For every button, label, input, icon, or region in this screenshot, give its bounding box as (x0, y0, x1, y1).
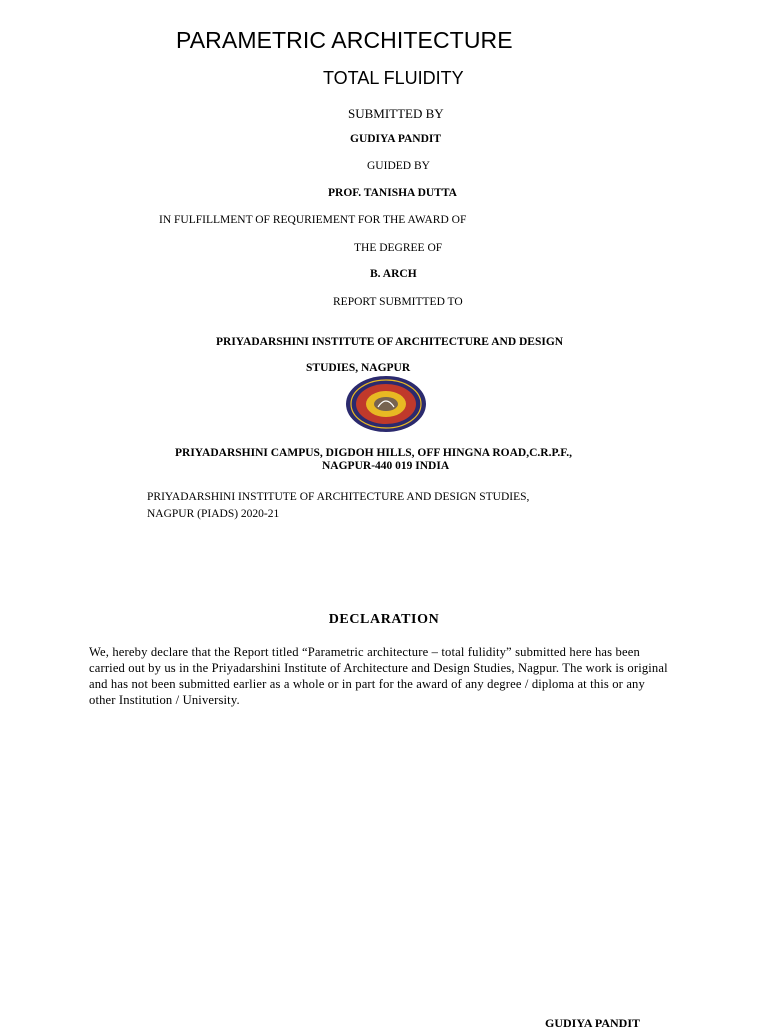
declaration-body: We, hereby declare that the Report titled “Parametric architecture – total fulidity” submitted here has been carried out by us in the Priyadarshini Institute of Architecture and Design Studies, Nagpur. The work is original and has not been submitted earlier as a whole or in part for the award of any degree / diploma at this or any other Institution / University. (89, 645, 668, 707)
institute-name-line2: STUDIES, NAGPUR (306, 362, 411, 374)
institute-seal-logo (345, 375, 427, 433)
guided-by-label: GUIDED BY (367, 160, 430, 172)
footer-institute-line1: PRIYADARSHINI INSTITUTE OF ARCHITECTURE AND DESIGN STUDIES, (147, 491, 530, 503)
address-line2: NAGPUR-440 019 INDIA (322, 460, 450, 472)
report-subtitle: TOTAL FLUIDITY (323, 68, 464, 88)
degree-name: B. ARCH (370, 268, 417, 280)
guide-name: PROF. TANISHA DUTTA (328, 187, 457, 199)
fulfillment-line: IN FULFILLMENT OF REQURIEMENT FOR THE AWARD OF (159, 214, 467, 226)
signature-name: GUDIYA PANDIT (545, 1016, 641, 1030)
declaration-heading: DECLARATION (328, 612, 440, 627)
seal-emblem-icon (345, 375, 427, 433)
footer-institute-line2: NAGPUR (PIADS) 2020-21 (147, 508, 280, 520)
author-name: GUDIYA PANDIT (350, 133, 442, 145)
institute-name-line1: PRIYADARSHINI INSTITUTE OF ARCHITECTURE AND DESIGN (216, 336, 564, 348)
address-line1: PRIYADARSHINI CAMPUS, DIGDOH HILLS, OFF HINGNA ROAD,C.R.P.F., (175, 447, 573, 459)
degree-of-label: THE DEGREE OF (354, 242, 443, 254)
report-submitted-to: REPORT SUBMITTED TO (333, 296, 463, 308)
submitted-by-label: SUBMITTED BY (348, 106, 444, 121)
report-title: PARAMETRIC ARCHITECTURE (176, 27, 513, 53)
